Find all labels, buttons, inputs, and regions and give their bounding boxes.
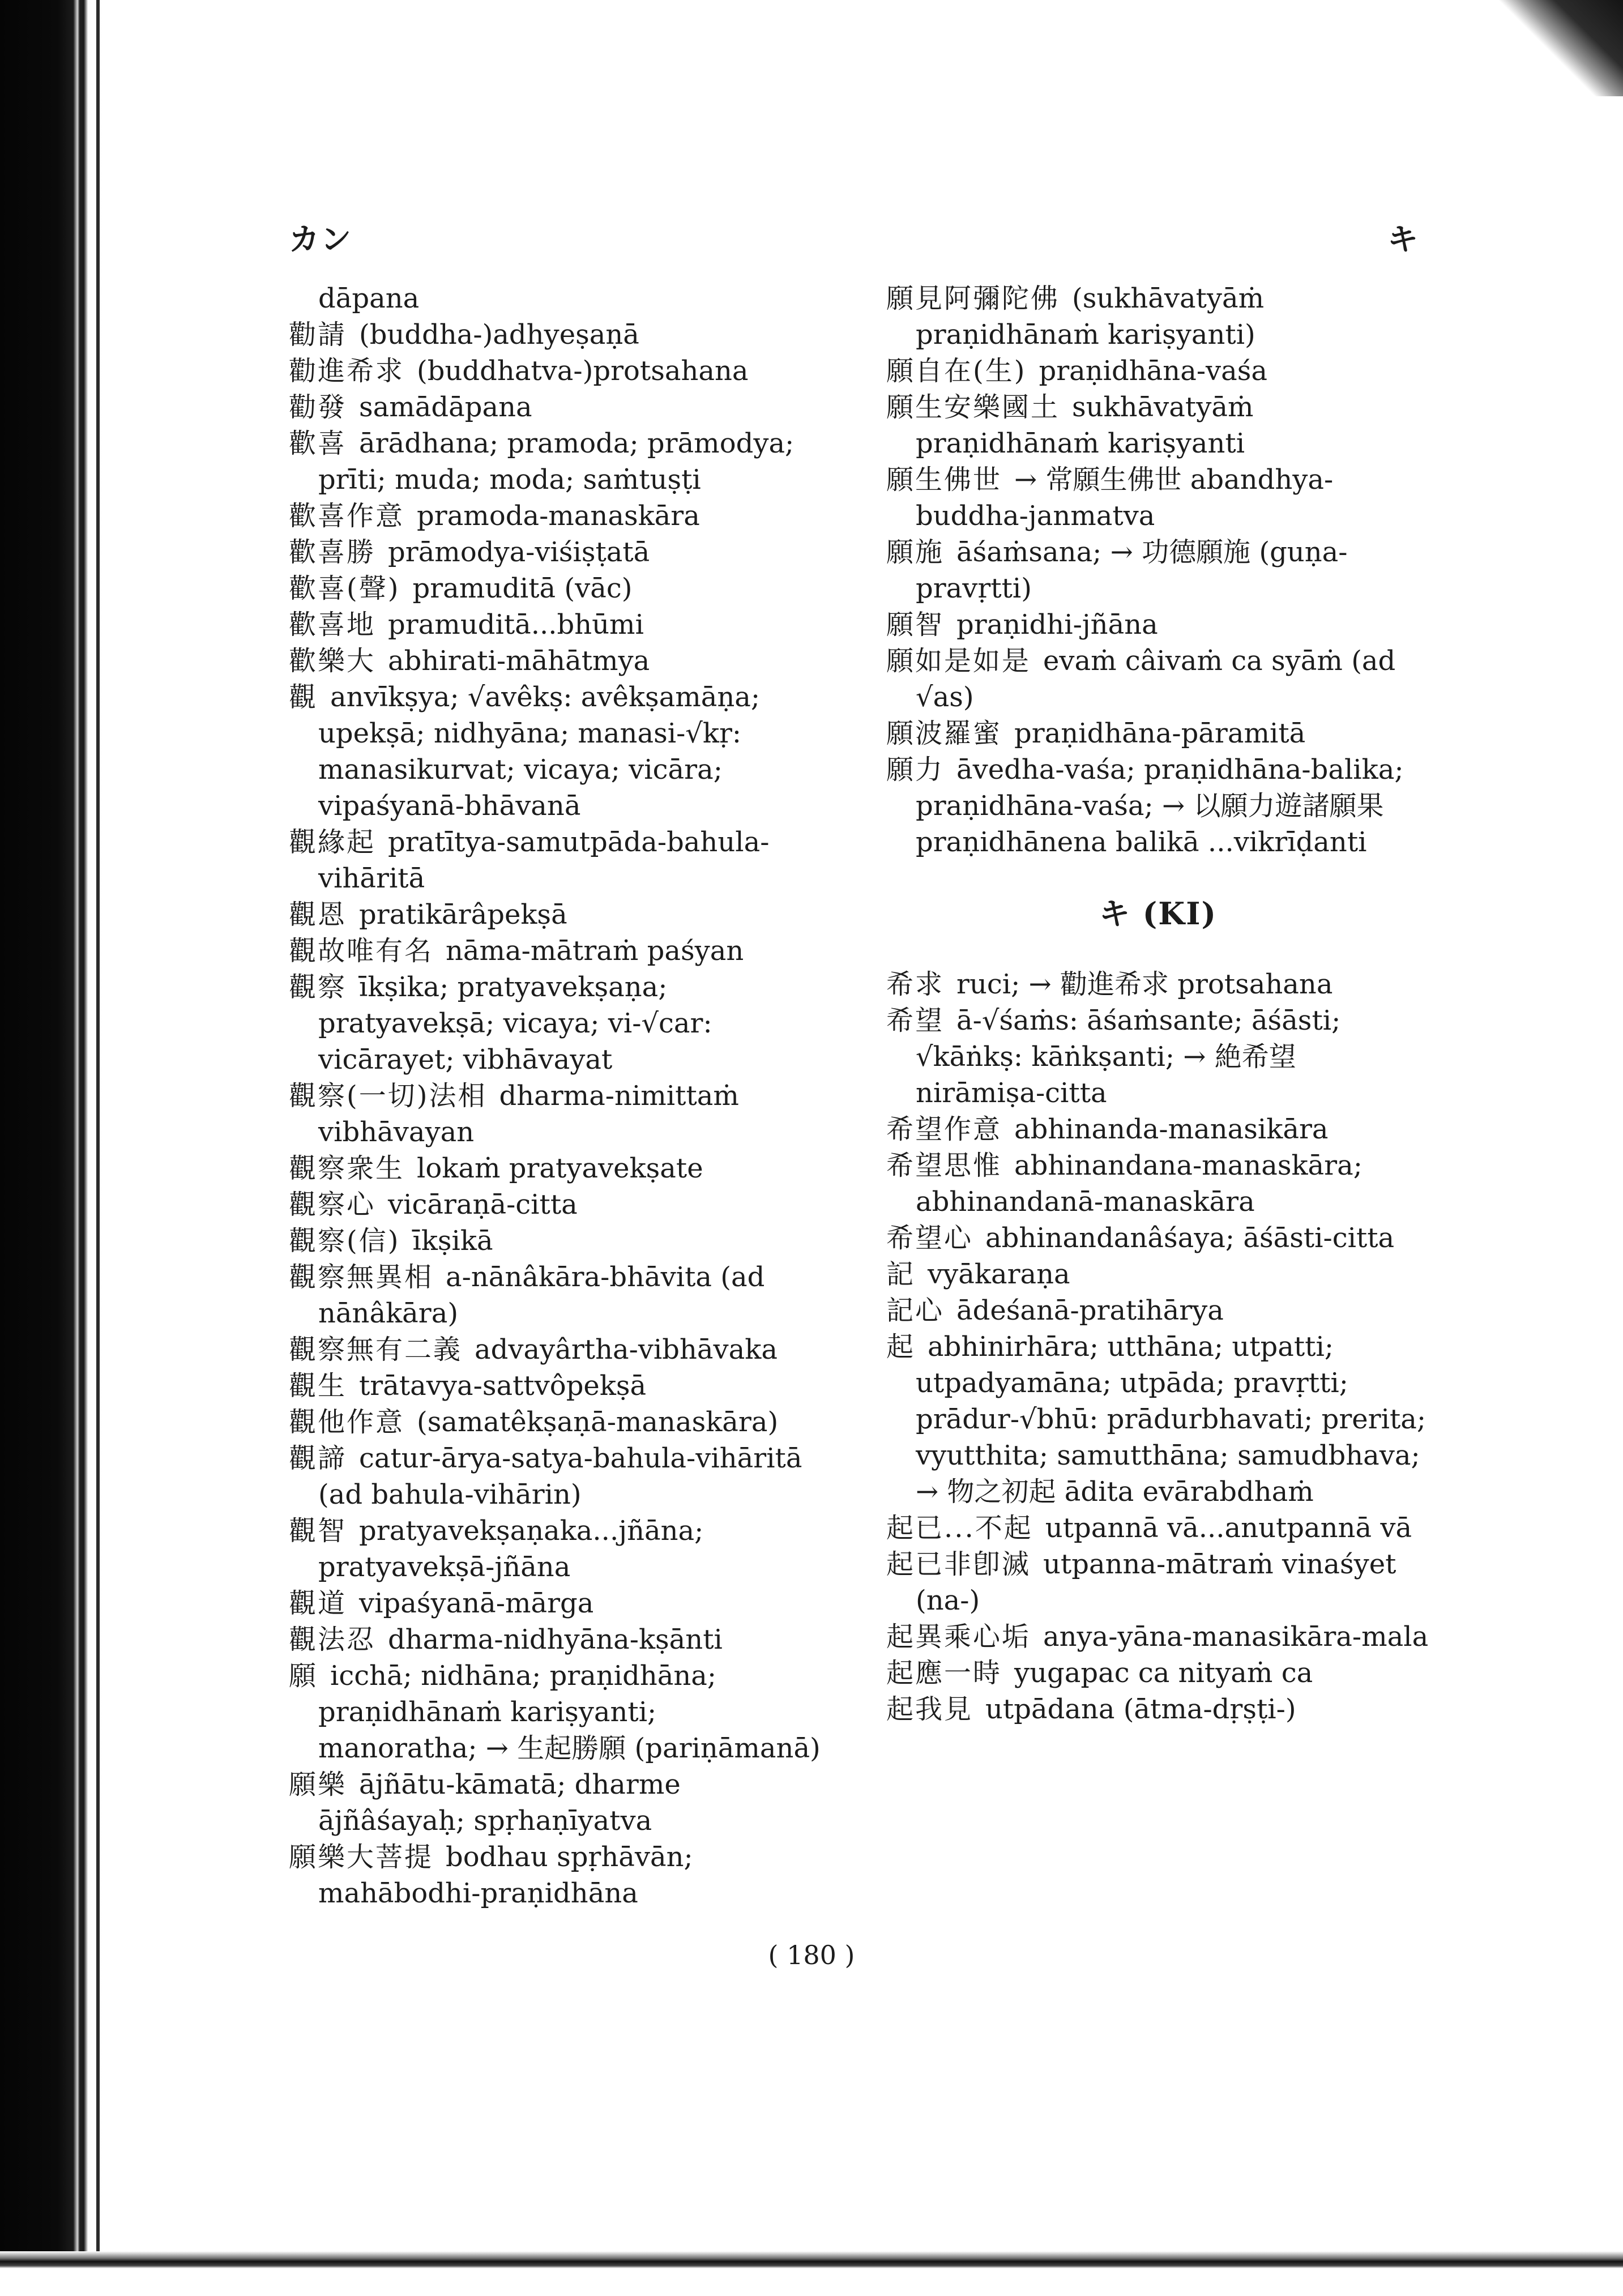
entry-sanskrit: ādeśanā-pratihārya xyxy=(956,1295,1224,1326)
entry-sanskrit: praṇidhāna-pāramitā xyxy=(1014,718,1306,749)
entry-sanskrit: praṇidhi-jñāna xyxy=(956,609,1158,641)
entry-headword: 觀他作意 xyxy=(289,1406,405,1438)
entry-sanskrit: yugapac ca nityaṁ ca xyxy=(1014,1657,1313,1689)
entry-headword: 勸進希求 xyxy=(289,355,405,387)
dictionary-entry xyxy=(289,353,821,389)
entry-sanskrit: pratikārâpekṣā xyxy=(359,899,567,931)
entry-headword: 觀察無有二義 xyxy=(289,1334,463,1365)
dictionary-entry xyxy=(289,1404,821,1440)
entry-headword: 希望心 xyxy=(886,1222,973,1254)
entry-sanskrit: abhinandana-manaskāra; abhinandanā-manaskāra xyxy=(916,1150,1363,1218)
entry-headword: 歡喜作意 xyxy=(289,500,405,532)
entry-headword: 歡喜 xyxy=(289,428,347,459)
dictionary-entry xyxy=(289,607,821,643)
entry-sanskrit: ā-√śaṁs: āśaṁsante; āśāsti; √kāṅkṣ: kāṅkṣanti; → 絶希望 nirāmiṣa-citta xyxy=(916,1005,1341,1109)
entry-sanskrit: īkṣikā xyxy=(412,1225,493,1257)
dictionary-entry xyxy=(289,1839,821,1911)
dictionary-entry xyxy=(886,643,1430,715)
entry-headword: 觀諦 xyxy=(289,1443,347,1474)
entry-headword: 記 xyxy=(886,1258,916,1290)
entry-sanskrit: anvīkṣya; √avêkṣ: avêkṣamāṇa; upekṣā; nidhyāna; manasi-√kṛ: manasikurvat; vicaya; vicāra; vipaśyanā-bhāvanā xyxy=(318,681,761,822)
dictionary-entry xyxy=(886,280,1430,353)
entry-sanskrit: abhinirhāra; utthāna; utpatti; utpadyamāna; utpāda; pravṛtti; prādur-√bhū: prādurbhavati; prerita; vyutthita; samutthāna; samudbhava; → 物之初起 ādita evārabdhaṁ xyxy=(916,1331,1426,1508)
entry-sanskrit: āśaṁsana; → 功德願施 (guṇa-pravṛtti) xyxy=(916,536,1348,604)
entry-headword: 歡喜(聲) xyxy=(289,573,400,604)
entry-sanskrit: lokaṁ pratyavekṣate xyxy=(417,1153,703,1184)
entry-sanskrit: ruci; → 勸進希求 protsahana xyxy=(956,968,1333,1000)
entry-headword: 願見阿彌陀佛 xyxy=(886,283,1060,314)
entry-headword: 願樂大菩提 xyxy=(289,1841,434,1873)
dictionary-entry xyxy=(886,1619,1430,1655)
dictionary-entry xyxy=(886,1546,1430,1619)
entry-sanskrit: bodhau spṛhāvān; mahābodhi-praṇidhāna xyxy=(318,1841,693,1909)
entry-headword: 願生安樂國土 xyxy=(886,391,1060,423)
dictionary-entry xyxy=(289,570,821,607)
dictionary-entry xyxy=(886,1655,1430,1691)
dictionary-entry xyxy=(289,498,821,534)
entry-headword: 起已...不起 xyxy=(886,1512,1033,1544)
dictionary-entry xyxy=(289,534,821,570)
entry-sanskrit: dharma-nidhyāna-kṣānti xyxy=(388,1624,723,1655)
entry-sanskrit: → 常願生佛世 abandhya-buddha-janmatva xyxy=(916,464,1334,532)
entry-sanskrit: vipaśyanā-mārga xyxy=(359,1587,594,1619)
dictionary-entry xyxy=(289,317,821,353)
entry-headword: 觀察(一切)法相 xyxy=(289,1080,487,1112)
entry-sanskrit: samādāpana xyxy=(359,391,532,423)
entry-headword: 希求 xyxy=(886,968,945,1000)
entry-headword: 希望作意 xyxy=(886,1113,1002,1145)
right-column xyxy=(886,280,1430,1727)
entry-sanskrit: a-nānâkāra-bhāvita (ad nānâkāra) xyxy=(318,1261,765,1329)
entry-sanskrit: ājñātu-kāmatā; dharme ājñâśayaḥ; spṛhaṇīyatva xyxy=(318,1769,681,1837)
entry-sanskrit: vyākaraṇa xyxy=(928,1258,1070,1290)
dictionary-entry xyxy=(886,1292,1430,1329)
entry-sanskrit: ārādhana; pramoda; prāmodya; prīti; muda; moda; saṁtuṣṭi xyxy=(318,428,795,496)
page-corner-shadow xyxy=(1493,0,1623,96)
entry-headword: 願樂 xyxy=(289,1769,347,1800)
entry-sanskrit: īkṣika; pratyavekṣaṇa; pratyavekṣā; vicaya; vi-√car: vicārayet; vibhāvayat xyxy=(318,971,712,1076)
dictionary-entry xyxy=(289,1766,821,1839)
entry-headword: 觀法忍 xyxy=(289,1624,376,1655)
entry-headword: 觀恩 xyxy=(289,899,347,931)
entry-sanskrit: evaṁ câivaṁ ca syāṁ (ad √as) xyxy=(916,645,1396,713)
dictionary-entry xyxy=(289,969,821,1078)
entry-headword: 觀智 xyxy=(289,1515,347,1547)
entry-headword: 觀緣起 xyxy=(289,826,376,858)
dictionary-entry xyxy=(289,824,821,897)
entry-headword: 觀故唯有名 xyxy=(289,935,434,967)
entry-sanskrit: dāpana xyxy=(318,283,420,314)
page-number: ( 180 ) xyxy=(768,1940,855,1970)
entry-sanskrit: pratyavekṣaṇaka...jñāna; pratyavekṣā-jñāna xyxy=(318,1515,704,1583)
entry-headword: 勸請 xyxy=(289,319,347,351)
entry-headword: 起 xyxy=(886,1331,916,1363)
dictionary-entry xyxy=(886,1510,1430,1546)
dictionary-entry xyxy=(289,679,821,824)
dictionary-entry xyxy=(289,1259,821,1331)
entry-sanskrit: prāmodya-viśiṣṭatā xyxy=(388,536,650,568)
dictionary-entry xyxy=(886,1002,1430,1111)
entry-sanskrit: utpādana (ātma-dṛṣṭi-) xyxy=(985,1693,1296,1725)
running-header-left: カン xyxy=(289,221,352,257)
entry-headword: 觀察 xyxy=(289,971,347,1003)
entry-headword: 觀察心 xyxy=(289,1189,376,1220)
left-column xyxy=(289,280,821,1911)
dictionary-entry xyxy=(886,715,1430,752)
entry-headword: 觀 xyxy=(289,681,318,713)
dictionary-entry xyxy=(886,534,1430,607)
dictionary-entry xyxy=(289,1223,821,1259)
entry-headword: 起異乘心垢 xyxy=(886,1621,1031,1653)
entry-sanskrit: abhinandanâśaya; āśāsti-citta xyxy=(985,1222,1395,1254)
entry-sanskrit: catur-ārya-satya-bahula-vihāritā (ad bahula-vihārin) xyxy=(318,1443,802,1510)
dictionary-entry xyxy=(886,1691,1430,1727)
right-column-bottom-entries xyxy=(886,966,1430,1727)
entry-headword: 願 xyxy=(289,1660,318,1692)
entry-headword: 歡喜勝 xyxy=(289,536,376,568)
entry-headword: 願自在(生) xyxy=(886,355,1027,387)
entry-sanskrit: utpannā vā...anutpannā vā xyxy=(1045,1512,1412,1544)
entry-sanskrit: (samatêkṣaṇā-manaskāra) xyxy=(417,1406,779,1438)
entry-sanskrit: vicāraṇā-citta xyxy=(388,1189,578,1220)
entry-sanskrit: (buddhatva-)protsahana xyxy=(417,355,749,387)
dictionary-entry xyxy=(289,1585,821,1621)
entry-sanskrit: utpanna-mātraṁ vinaśyet (na-) xyxy=(916,1548,1396,1616)
dictionary-entry xyxy=(289,1513,821,1585)
entry-headword: 起我見 xyxy=(886,1693,973,1725)
entry-headword: 觀道 xyxy=(289,1587,347,1619)
entry-headword: 起已非卽滅 xyxy=(886,1548,1031,1580)
dictionary-entry xyxy=(289,1658,821,1766)
dictionary-entry xyxy=(289,643,821,679)
entry-headword: 觀察(信) xyxy=(289,1225,400,1257)
entry-sanskrit: abhinanda-manasikāra xyxy=(1014,1113,1329,1145)
entry-headword: 歡喜地 xyxy=(289,609,376,641)
entry-headword: 願如是如是 xyxy=(886,645,1031,677)
entry-headword: 觀察衆生 xyxy=(289,1153,405,1184)
dictionary-entry xyxy=(289,897,821,933)
dictionary-entry xyxy=(886,1111,1430,1147)
entry-sanskrit: sukhāvatyāṁ praṇidhānaṁ kariṣyanti xyxy=(916,391,1254,459)
dictionary-entry xyxy=(886,752,1430,860)
dictionary-entry xyxy=(886,1256,1430,1292)
dictionary-entry xyxy=(886,1147,1430,1220)
entry-sanskrit: nāma-mātraṁ paśyan xyxy=(446,935,744,967)
entry-headword: 願施 xyxy=(886,536,945,568)
dictionary-entry xyxy=(289,933,821,969)
dictionary-entry xyxy=(886,389,1430,462)
dictionary-entry xyxy=(289,1150,821,1187)
entry-sanskrit: dharma-nimittaṁ vibhāvayan xyxy=(318,1080,739,1148)
section-heading: キ (KI) xyxy=(1099,895,1218,932)
entry-headword: 希望 xyxy=(886,1005,945,1036)
dictionary-entry xyxy=(886,1220,1430,1256)
entry-sanskrit: āvedha-vaśa; praṇidhāna-balika; praṇidhāna-vaśa; → 以願力遊諸願果 praṇidhānena balikā ...vikrīḍanti xyxy=(916,754,1404,858)
dictionary-entry xyxy=(289,1368,821,1404)
dictionary-entry xyxy=(289,1331,821,1368)
entry-headword: 觀察無異相 xyxy=(289,1261,434,1293)
entry-sanskrit: trātavya-sattvôpekṣā xyxy=(359,1370,647,1402)
dictionary-entry xyxy=(886,966,1430,1002)
dictionary-entry xyxy=(289,1621,821,1658)
dictionary-entry xyxy=(289,389,821,425)
entry-sanskrit: pramuditā (vāc) xyxy=(412,573,633,604)
entry-sanskrit: pramuditā...bhūmi xyxy=(388,609,644,641)
dictionary-entry xyxy=(886,607,1430,643)
entry-sanskrit: anya-yāna-manasikāra-mala xyxy=(1043,1621,1429,1653)
dictionary-entry xyxy=(289,280,821,317)
entry-headword: 希望思惟 xyxy=(886,1150,1002,1181)
entry-sanskrit: (buddha-)adhyeṣaṇā xyxy=(359,319,639,351)
entry-headword: 起應一時 xyxy=(886,1657,1002,1689)
entry-sanskrit: advayârtha-vibhāvaka xyxy=(475,1334,778,1365)
entry-sanskrit: pramoda-manaskāra xyxy=(417,500,700,532)
entry-headword: 觀生 xyxy=(289,1370,347,1402)
entry-sanskrit: (sukhāvatyāṁ praṇidhānaṁ kariṣyanti) xyxy=(916,283,1265,351)
entry-headword: 願力 xyxy=(886,754,945,786)
dictionary-entry xyxy=(886,353,1430,389)
dictionary-entry xyxy=(289,1440,821,1513)
dictionary-entry xyxy=(886,1329,1430,1510)
page-bottom-edge xyxy=(0,2251,1623,2268)
dictionary-entry xyxy=(289,425,821,498)
entry-headword: 願生佛世 xyxy=(886,464,1002,496)
book-gutter-shadow xyxy=(0,0,105,2254)
entry-sanskrit: icchā; nidhāna; praṇidhāna; praṇidhānaṁ kariṣyanti; manoratha; → 生起勝願 (pariṇāmanā) xyxy=(318,1660,821,1764)
entry-sanskrit: abhirati-māhātmya xyxy=(388,645,650,677)
entry-headword: 記心 xyxy=(886,1295,945,1326)
entry-headword: 願智 xyxy=(886,609,945,641)
entry-headword: 歡樂大 xyxy=(289,645,376,677)
right-column-top-entries xyxy=(886,280,1430,860)
dictionary-entry xyxy=(886,462,1430,534)
running-header-right: キ xyxy=(1387,221,1418,257)
dictionary-entry xyxy=(289,1078,821,1150)
entry-headword: 勸發 xyxy=(289,391,347,423)
entry-sanskrit: pratītya-samutpāda-bahula-vihāritā xyxy=(318,826,770,894)
entry-sanskrit: praṇidhāna-vaśa xyxy=(1039,355,1268,387)
entry-headword: 願波羅蜜 xyxy=(886,718,1002,749)
gutter-line xyxy=(96,0,100,2254)
dictionary-entry xyxy=(289,1187,821,1223)
